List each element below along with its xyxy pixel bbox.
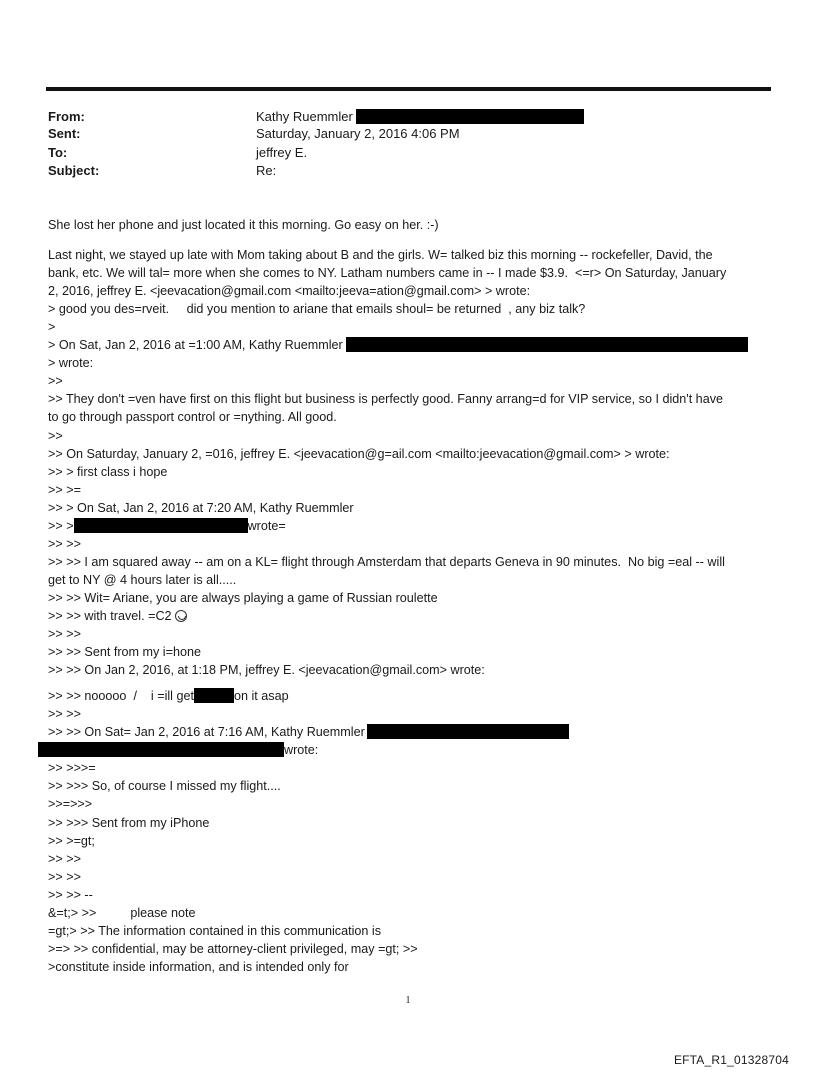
to-value: jeffrey E. xyxy=(256,145,308,160)
body-line: >> >> xyxy=(48,627,81,642)
body-line: to go through passport control or =nything. All good. xyxy=(48,410,337,425)
body-line: >> > On Sat, Jan 2, 2016 at 7:20 AM, Kathy Ruemmler xyxy=(48,500,354,515)
body-line: get to NY @ 4 hours later is all..... xyxy=(48,572,237,587)
body-line: >> >>> Sent from my iPhone xyxy=(48,815,210,830)
body-line: 2, 2016, jeffrey E. <jeevacation@gmail.com <mailto:jeeva=ation@gmail.com> > wrote: xyxy=(48,284,531,299)
grinning-face-icon xyxy=(175,610,187,622)
body-line: =gt;> >> The information contained in this communication is xyxy=(48,923,381,938)
body-text: please note xyxy=(130,905,196,920)
page-number: 1 xyxy=(405,995,411,1006)
body-line xyxy=(48,517,772,535)
body-line: > good you des=rveit. did you mention to ariane that emails shoul= be returned , any biz talk? xyxy=(48,302,586,317)
body-line: >> >= xyxy=(48,482,81,497)
body-line: >> >>>= xyxy=(48,761,96,776)
body-text: >> >> with travel. =C2 xyxy=(48,608,172,623)
body-line: >=> >> confidential, may be attorney-client privileged, may =gt; >> xyxy=(48,941,418,956)
from-value xyxy=(256,108,584,126)
subject-value: Re: xyxy=(256,163,277,178)
sent-label: Sent: xyxy=(48,126,81,141)
redaction-box xyxy=(346,337,748,352)
body-text: >> >> nooooo / i =ill get xyxy=(48,689,194,704)
body-line: She lost her phone and just located it this morning. Go easy on her. :-) xyxy=(48,218,439,232)
sent-value: Saturday, January 2, 2016 4:06 PM xyxy=(256,126,460,141)
from-name: Kathy Ruemmler xyxy=(256,109,353,124)
body-line xyxy=(48,607,772,625)
redaction-box xyxy=(194,688,234,703)
redaction-box xyxy=(38,742,284,757)
body-text: >> > xyxy=(48,518,74,533)
document-id: EFTA_R1_01328704 xyxy=(673,1053,789,1067)
body-line xyxy=(48,904,772,922)
body-line: Last night, we stayed up late with Mom taking about B and the girls. W= talked biz this morning -- rockefeller, David, the xyxy=(48,248,713,263)
subject-label: Subject: xyxy=(48,163,100,178)
body-line: >> >> -- xyxy=(48,887,93,902)
body-line xyxy=(48,723,772,741)
body-line: >> >> xyxy=(48,869,81,884)
body-line: > wrote: xyxy=(48,356,94,371)
from-label: From: xyxy=(48,109,85,124)
body-text: &=t;> >> xyxy=(48,905,97,920)
body-line: >> They don't =ven have first on this flight but business is perfectly good. Fanny arrang=d for VIP service, so I didn't have xyxy=(48,392,723,407)
body-line: >> > first class i hope xyxy=(48,464,168,479)
body-text: > On Sat, Jan 2, 2016 at =1:00 AM, Kathy Ruemmler xyxy=(48,338,343,353)
body-text: wrote: xyxy=(284,743,319,758)
body-line: >> >=gt; xyxy=(48,833,95,848)
to-label: To: xyxy=(48,145,68,160)
body-text: >> >> On Sat= Jan 2, 2016 at 7:16 AM, Kathy Ruemmler xyxy=(48,725,365,740)
body-line: >> xyxy=(48,428,63,443)
body-line: >> xyxy=(48,374,63,389)
body-line: >> >> On Jan 2, 2016, at 1:18 PM, jeffrey E. <jeevacation@gmail.com> wrote: xyxy=(48,663,485,678)
body-line xyxy=(48,336,772,354)
body-line xyxy=(48,687,772,705)
email-header xyxy=(48,108,772,184)
body-line: > xyxy=(48,320,56,335)
redaction-box xyxy=(367,724,569,739)
header-rule xyxy=(46,87,771,91)
body-text: on it asap xyxy=(233,689,289,704)
body-line: >>=>>> xyxy=(48,797,93,812)
body-line: >> >>> So, of course I missed my flight.... xyxy=(48,779,281,794)
body-line: >> >> xyxy=(48,851,81,866)
email-body xyxy=(48,216,772,976)
body-line: >> >> Wit= Ariane, you are always playing a game of Russian roulette xyxy=(48,590,438,605)
body-line: >constitute inside information, and is intended only for xyxy=(48,959,349,974)
body-text: wrote= xyxy=(247,518,286,533)
redaction-box xyxy=(74,518,248,533)
body-line: >> On Saturday, January 2, =016, jeffrey E. <jeevacation@g=ail.com <mailto:jeevacation@gmail.com> > wrote: xyxy=(48,446,670,461)
body-line: >> >> xyxy=(48,707,81,722)
body-line: >> >> xyxy=(48,536,81,551)
body-line: >> >> Sent from my i=hone xyxy=(48,645,201,660)
body-line xyxy=(48,741,772,759)
body-line: >> >> I am squared away -- am on a KL= flight through Amsterdam that departs Geneva in 90 minutes. No big =eal -- will xyxy=(48,554,725,569)
redaction-box xyxy=(356,109,584,124)
body-line: bank, etc. We will tal= more when she comes to NY. Latham numbers came in -- I made $3.9. <=r> On Saturday, January xyxy=(48,266,727,281)
